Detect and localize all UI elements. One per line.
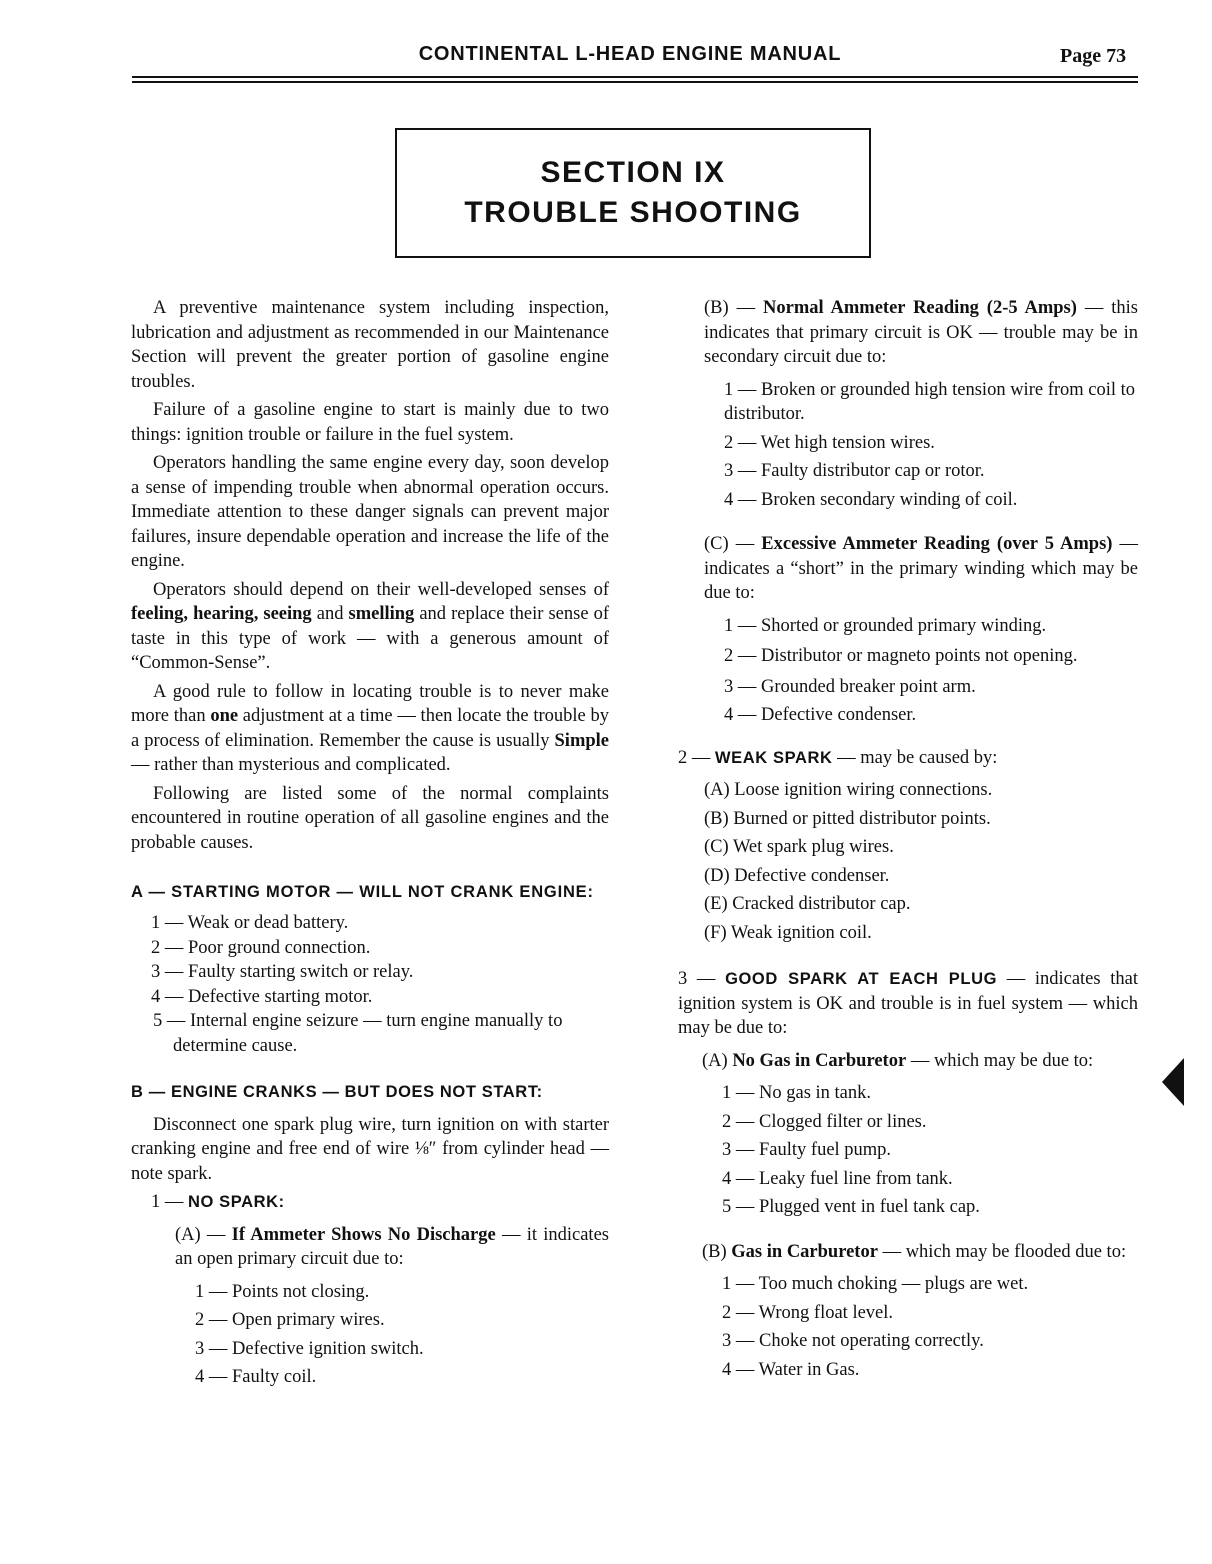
list-item: 2 — Clogged filter or lines. [722, 1111, 927, 1132]
section-title: TROUBLE SHOOTING [464, 196, 802, 229]
list-item: (B) Burned or pitted distributor points. [704, 808, 991, 829]
list-item: 2 — Wrong float level. [722, 1302, 894, 1323]
margin-arrow-icon [1162, 1058, 1184, 1106]
list-b [678, 378, 1138, 513]
list-item: 2 — Distributor or magneto points not opening. [724, 646, 1078, 666]
list-item: (F) Weak ignition coil. [704, 922, 872, 943]
list-item: 3 — Faulty fuel pump. [722, 1140, 892, 1160]
list-item: 4 — Defective condenser. [724, 705, 917, 725]
left-column [131, 296, 609, 1390]
intro-paragraph-4: Operators should depend on their well-developed senses of feeling, hearing, seeing and smelling and replace their sense of taste in this type of work — with a generous amount of “Common-Sense”. [131, 579, 609, 673]
list-gas [678, 1272, 1138, 1382]
heading-b-engine-cranks: B — ENGINE CRANKS — BUT DOES NOT START: [131, 1083, 543, 1101]
list-item: 3 — Faulty starting switch or relay. [151, 962, 414, 982]
list-item: 2 — Poor ground connection. [151, 937, 371, 958]
right-column [678, 296, 1138, 1382]
list-item: 5 — Internal engine seizure — turn engine manually to determine cause. [153, 1011, 563, 1056]
list-item: (D) Defective condenser. [704, 865, 890, 886]
list-item: (C) Wet spark plug wires. [704, 837, 894, 857]
intro-paragraph-3: Operators handling the same engine every day, soon develop a sense of impending trouble when abnormal operation occurs. Immediate attention to these danger signals can prevent major failures, insure dependable operation and increase the life of the engine. [131, 453, 609, 571]
list-item: 4 — Faulty coil. [195, 1367, 317, 1387]
section-number: SECTION IX [540, 156, 726, 189]
intro-paragraph-2: Failure of a gasoline engine to start is mainly due to two things: ignition trouble or failure in the fuel system. [131, 400, 609, 445]
heading-no-spark: 1 — NO SPARK: [151, 1192, 285, 1212]
list-item: 3 — Choke not operating correctly. [722, 1331, 984, 1351]
item-a-no-discharge: (A) — If Ammeter Shows No Discharge — it indicates an open primary circuit due to: [175, 1224, 609, 1269]
list-item: 3 — Grounded breaker point arm. [724, 676, 976, 697]
list-item: 1 — Broken or grounded high tension wire from coil to distributor. [724, 379, 1136, 424]
item-b-normal-ammeter: (B) — Normal Ammeter Reading (2-5 Amps) — this indicates that primary circuit is OK — trouble may be in secondary circuit due to: [704, 298, 1138, 367]
list-c [678, 614, 1138, 728]
heading-a-starting-motor: A — STARTING MOTOR — WILL NOT CRANK ENGINE: [131, 883, 594, 901]
list-item: 5 — Plugged vent in fuel tank cap. [722, 1197, 980, 1217]
intro-paragraph-1: A preventive maintenance system including inspection, lubrication and adjustment as recommended in our Maintenance Section will prevent the greater portion of gasoline engine troubles. [131, 298, 609, 392]
list-item: (A) Loose ignition wiring connections. [704, 780, 993, 800]
intro-paragraph-6: Following are listed some of the normal complaints encountered in routine operation of all gasoline engines and the probable causes. [131, 783, 609, 853]
list-item: 1 — Points not closing. [195, 1281, 370, 1302]
list-item: 4 — Water in Gas. [722, 1359, 860, 1380]
page-number: Page 73 [1060, 45, 1127, 67]
list-item: (E) Cracked distributor cap. [704, 894, 911, 914]
heading-weak-spark: 2 — WEAK SPARK — may be caused by: [678, 747, 998, 768]
list-item: 1 — Weak or dead battery. [151, 913, 349, 933]
list-no-spark [131, 1280, 609, 1390]
list-item: 1 — Too much choking — plugs are wet. [722, 1274, 1029, 1294]
paragraph-b: Disconnect one spark plug wire, turn ignition on with starter cranking engine and free end of wire ⅛″ from cylinder head — note spark. [131, 1114, 609, 1184]
item-a-no-gas: (A) No Gas in Carburetor — which may be due to: [702, 1050, 1094, 1071]
list-item: 3 — Defective ignition switch. [195, 1338, 424, 1359]
list-a [131, 911, 609, 1058]
list-item: 2 — Open primary wires. [195, 1310, 385, 1330]
item-c-excessive-ammeter: (C) — Excessive Ammeter Reading (over 5 Amps) — indicates a “short” in the primary winding which may be due to: [704, 534, 1138, 603]
list-no-gas [678, 1081, 1138, 1220]
heading-good-spark: 3 — GOOD SPARK AT EACH PLUG — indicates that ignition system is OK and trouble is in fuel system — which may be due to: [678, 969, 1138, 1038]
header-rule-bottom [132, 81, 1138, 83]
list-item: 1 — Shorted or grounded primary winding. [724, 615, 1047, 636]
list-item: 3 — Faulty distributor cap or rotor. [724, 461, 985, 481]
list-item: 4 — Broken secondary winding of coil. [724, 489, 1018, 510]
item-b-gas-in-carburetor: (B) Gas in Carburetor — which may be flooded due to: [702, 1241, 1127, 1262]
list-item: 2 — Wet high tension wires. [724, 432, 935, 453]
list-weak-spark [678, 778, 1138, 945]
section-title-box [395, 128, 871, 258]
list-item: 1 — No gas in tank. [722, 1083, 872, 1103]
list-item: 4 — Leaky fuel line from tank. [722, 1168, 953, 1189]
list-item: 4 — Defective starting motor. [151, 986, 373, 1007]
header-rule-top [132, 76, 1138, 78]
intro-paragraph-5: A good rule to follow in locating trouble is to never make more than one adjustment at a time — then locate the trouble by a process of elimination. Remember the cause is usually Simple — rather than mysterious and complicated. [131, 681, 609, 775]
manual-title: CONTINENTAL L-HEAD ENGINE MANUAL [418, 43, 842, 65]
